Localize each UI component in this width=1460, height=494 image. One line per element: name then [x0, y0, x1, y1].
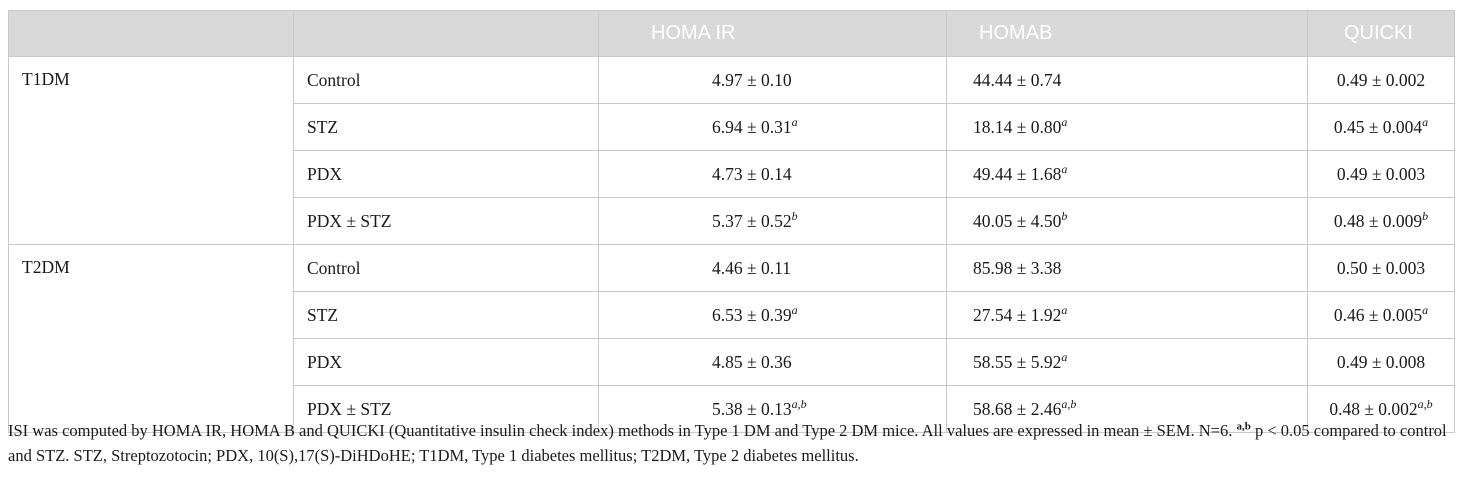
header-treatment — [294, 11, 599, 57]
results-table — [8, 10, 1455, 433]
value: 40.05 ± 4.50 — [973, 210, 1062, 231]
significance-marker: b — [1061, 208, 1068, 223]
value: 4.85 ± 0.36 — [712, 351, 792, 372]
group-label: T2DM — [9, 245, 294, 433]
header-quicki: QUICKI — [1308, 11, 1455, 57]
quicki-cell — [1308, 245, 1455, 292]
footnote-text-after: p < 0.05 compared to control and STZ. STZ, Streptozotocin; PDX, 10(S),17(S)-DiHDoHE; T1DM, Type 1 diabetes mellitus; T2DM, Type 2 diabetes mellitus. — [8, 421, 1447, 465]
value: 6.53 ± 0.39 — [712, 304, 792, 325]
treatment-cell: Control — [294, 245, 599, 292]
homab-cell — [947, 292, 1308, 339]
value: 0.49 ± 0.008 — [1336, 351, 1426, 372]
value: 4.73 ± 0.14 — [712, 163, 792, 184]
header-homa-ir: HOMA IR — [599, 11, 947, 57]
value: 4.46 ± 0.11 — [712, 257, 791, 278]
table-footnote — [8, 418, 1456, 468]
value: 0.46 ± 0.005 — [1333, 304, 1423, 325]
value: 85.98 ± 3.38 — [973, 257, 1062, 278]
table-row — [9, 57, 1455, 104]
homa-ir-cell — [599, 104, 947, 151]
value: 0.48 ± 0.002 — [1329, 398, 1418, 419]
value: 0.49 ± 0.003 — [1336, 163, 1426, 184]
value: 0.48 ± 0.009 — [1333, 210, 1423, 231]
value: 0.49 ± 0.002 — [1336, 69, 1426, 90]
quicki-cell — [1308, 151, 1455, 198]
header-group — [9, 11, 294, 57]
treatment-cell: Control — [294, 57, 599, 104]
homab-cell — [947, 151, 1308, 198]
value: 0.50 ± 0.003 — [1336, 257, 1426, 278]
quicki-cell — [1308, 57, 1455, 104]
quicki-cell — [1308, 104, 1455, 151]
value: 5.37 ± 0.52 — [712, 210, 792, 231]
homab-cell — [947, 57, 1308, 104]
value: 49.44 ± 1.68 — [973, 163, 1062, 184]
treatment-cell: PDX — [294, 151, 599, 198]
significance-marker: a,b — [791, 396, 807, 411]
treatment-cell: PDX ± STZ — [294, 198, 599, 245]
footnote-marker: a,b — [1236, 420, 1251, 433]
value: 58.55 ± 5.92 — [973, 351, 1062, 372]
quicki-cell — [1308, 339, 1455, 386]
homa-ir-cell — [599, 57, 947, 104]
treatment-cell: STZ — [294, 292, 599, 339]
treatment-cell: PDX — [294, 339, 599, 386]
homa-ir-cell — [599, 151, 947, 198]
footnote-text-before: ISI was computed by HOMA IR, HOMA B and QUICKI (Quantitative insulin check index) methods in Type 1 DM and Type 2 DM mice. All values are expressed in mean ± SEM. N=6. — [8, 421, 1237, 440]
homa-ir-cell — [599, 339, 947, 386]
value: 44.44 ± 0.74 — [973, 69, 1062, 90]
value: 58.68 ± 2.46 — [973, 398, 1062, 419]
significance-marker: a — [1422, 302, 1429, 317]
treatment-cell: PDX ± STZ — [294, 386, 599, 433]
significance-marker: a — [791, 114, 798, 129]
significance-marker: a,b — [1417, 396, 1433, 411]
header-row — [9, 11, 1455, 57]
value: 27.54 ± 1.92 — [973, 304, 1062, 325]
significance-marker: a,b — [1061, 396, 1077, 411]
quicki-cell — [1308, 198, 1455, 245]
homab-cell — [947, 339, 1308, 386]
value: 0.45 ± 0.004 — [1333, 116, 1423, 137]
value: 4.97 ± 0.10 — [712, 69, 792, 90]
significance-marker: a — [791, 302, 798, 317]
significance-marker: a — [1061, 114, 1068, 129]
homab-cell — [947, 245, 1308, 292]
homa-ir-cell — [599, 198, 947, 245]
value: 6.94 ± 0.31 — [712, 116, 792, 137]
homa-ir-cell — [599, 292, 947, 339]
significance-marker: a — [1061, 349, 1068, 364]
value: 18.14 ± 0.80 — [973, 116, 1062, 137]
homab-cell — [947, 104, 1308, 151]
homab-cell — [947, 198, 1308, 245]
significance-marker: a — [1061, 302, 1068, 317]
significance-marker: b — [791, 208, 798, 223]
quicki-cell — [1308, 292, 1455, 339]
significance-marker: b — [1422, 208, 1429, 223]
group-label: T1DM — [9, 57, 294, 245]
value: 5.38 ± 0.13 — [712, 398, 792, 419]
treatment-cell: STZ — [294, 104, 599, 151]
header-homab: HOMAB — [947, 11, 1308, 57]
homa-ir-cell — [599, 245, 947, 292]
table-row — [9, 245, 1455, 292]
significance-marker: a — [1422, 114, 1429, 129]
significance-marker: a — [1061, 161, 1068, 176]
